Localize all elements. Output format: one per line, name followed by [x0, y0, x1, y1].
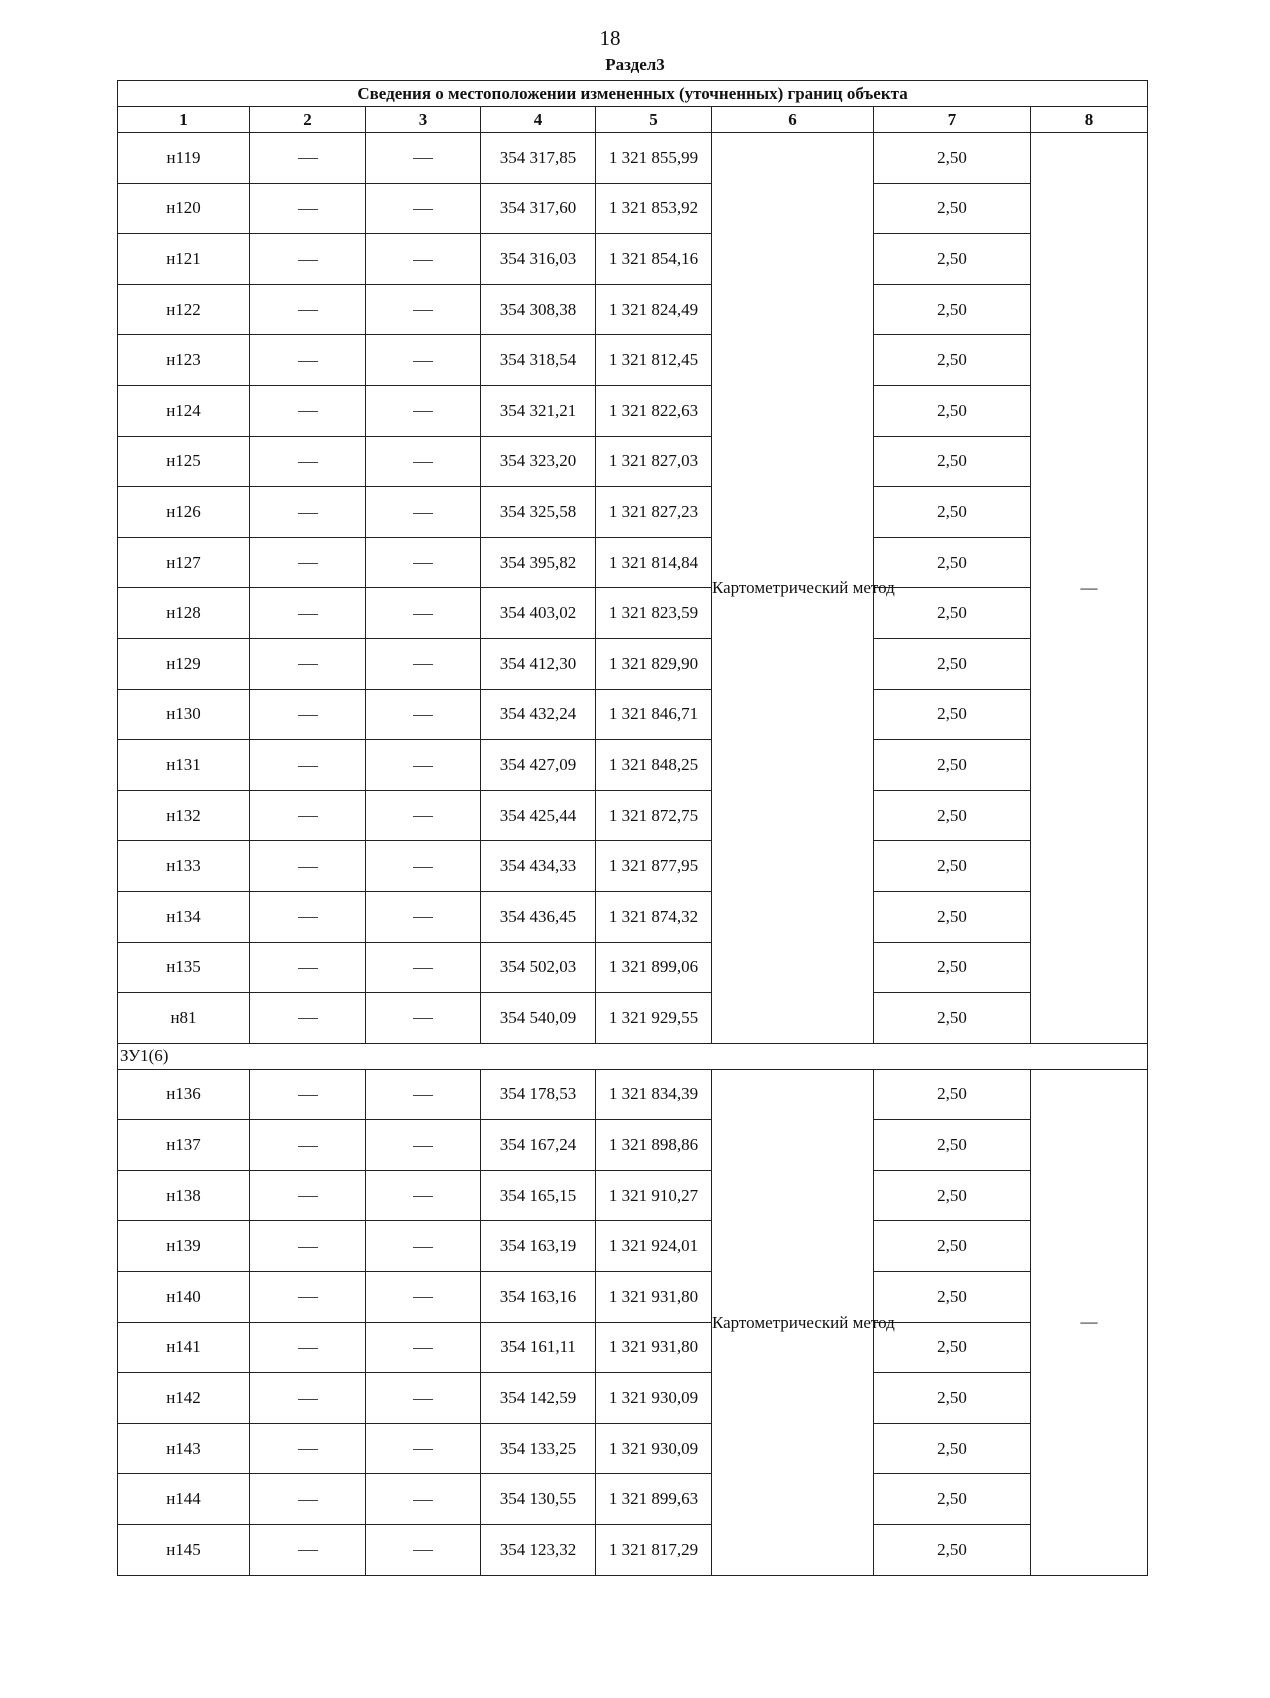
table-row	[118, 993, 1148, 1044]
coordinate-x: 354 425,44	[481, 790, 596, 841]
dash-mark	[298, 209, 318, 210]
empty-cell	[250, 436, 366, 487]
table-row	[118, 638, 1148, 689]
coordinate-x: 354 133,25	[481, 1423, 596, 1474]
empty-cell	[366, 993, 481, 1044]
dash-mark	[413, 158, 433, 159]
empty-cell	[366, 1423, 481, 1474]
coordinate-y: 1 321 929,55	[596, 993, 712, 1044]
method-cell: Картометрический метод	[712, 133, 874, 1044]
point-name: н126	[118, 487, 250, 538]
empty-cell	[366, 1525, 481, 1576]
empty-cell	[366, 284, 481, 335]
dash-mark	[413, 260, 433, 261]
dash-mark	[298, 1297, 318, 1298]
coordinate-y: 1 321 931,80	[596, 1272, 712, 1323]
empty-cell	[250, 993, 366, 1044]
empty-cell	[366, 841, 481, 892]
empty-cell	[366, 537, 481, 588]
dash-mark	[413, 917, 433, 918]
column-8-value: —	[1031, 133, 1148, 1044]
dash-mark	[413, 968, 433, 969]
dash-mark	[298, 1247, 318, 1248]
accuracy-value: 2,50	[874, 133, 1031, 184]
coordinate-y: 1 321 899,63	[596, 1474, 712, 1525]
table-row	[118, 1423, 1148, 1474]
column-number-row	[118, 107, 1148, 133]
point-name: н124	[118, 385, 250, 436]
table-row	[118, 436, 1148, 487]
coordinate-x: 354 325,58	[481, 487, 596, 538]
accuracy-value: 2,50	[874, 993, 1031, 1044]
dash-mark	[413, 310, 433, 311]
table-row	[118, 1373, 1148, 1424]
dash-mark	[413, 563, 433, 564]
dash-mark	[413, 1146, 433, 1147]
empty-cell	[250, 1525, 366, 1576]
empty-cell	[250, 740, 366, 791]
column-number: 5	[596, 107, 712, 133]
accuracy-value: 2,50	[874, 1221, 1031, 1272]
accuracy-value: 2,50	[874, 740, 1031, 791]
coordinate-y: 1 321 822,63	[596, 385, 712, 436]
accuracy-value: 2,50	[874, 1170, 1031, 1221]
point-name: н81	[118, 993, 250, 1044]
table-row	[118, 790, 1148, 841]
empty-cell	[366, 1373, 481, 1424]
empty-cell	[250, 183, 366, 234]
dash-mark	[413, 462, 433, 463]
empty-cell	[366, 588, 481, 639]
column-number: 1	[118, 107, 250, 133]
coordinate-x: 354 502,03	[481, 942, 596, 993]
coordinate-y: 1 321 910,27	[596, 1170, 712, 1221]
empty-cell	[366, 133, 481, 184]
accuracy-value: 2,50	[874, 284, 1031, 335]
table-row	[118, 1120, 1148, 1171]
coordinate-y: 1 321 834,39	[596, 1069, 712, 1120]
empty-cell	[366, 183, 481, 234]
accuracy-value: 2,50	[874, 335, 1031, 386]
table-row	[118, 841, 1148, 892]
dash-mark	[413, 1399, 433, 1400]
coordinate-y: 1 321 924,01	[596, 1221, 712, 1272]
point-name: н119	[118, 133, 250, 184]
coordinate-y: 1 321 855,99	[596, 133, 712, 184]
point-name: н127	[118, 537, 250, 588]
dash-mark	[298, 1550, 318, 1551]
coordinate-x: 354 432,24	[481, 689, 596, 740]
empty-cell	[366, 385, 481, 436]
point-name: н131	[118, 740, 250, 791]
point-name: н136	[118, 1069, 250, 1120]
table-row	[118, 942, 1148, 993]
empty-cell	[366, 1474, 481, 1525]
accuracy-value: 2,50	[874, 487, 1031, 538]
page-number: 18	[599, 26, 621, 50]
coordinate-y: 1 321 874,32	[596, 891, 712, 942]
dash-mark	[298, 361, 318, 362]
empty-cell	[366, 790, 481, 841]
empty-cell	[250, 335, 366, 386]
point-name: н132	[118, 790, 250, 841]
point-name: н133	[118, 841, 250, 892]
accuracy-value: 2,50	[874, 385, 1031, 436]
coordinate-x: 354 308,38	[481, 284, 596, 335]
empty-cell	[366, 891, 481, 942]
coordinate-x: 354 167,24	[481, 1120, 596, 1171]
empty-cell	[250, 1423, 366, 1474]
empty-cell	[250, 638, 366, 689]
empty-cell	[250, 790, 366, 841]
coordinate-x: 354 130,55	[481, 1474, 596, 1525]
column-8-value: —	[1031, 1069, 1148, 1575]
empty-cell	[366, 436, 481, 487]
coordinate-y: 1 321 853,92	[596, 183, 712, 234]
table-row	[118, 588, 1148, 639]
dash-mark	[298, 1196, 318, 1197]
point-name: н140	[118, 1272, 250, 1323]
group-label: ЗУ1(6)	[118, 1043, 1148, 1069]
empty-cell	[250, 284, 366, 335]
empty-cell	[250, 1120, 366, 1171]
dash-mark	[413, 1348, 433, 1349]
point-name: н137	[118, 1120, 250, 1171]
accuracy-value: 2,50	[874, 689, 1031, 740]
coordinate-x: 354 540,09	[481, 993, 596, 1044]
coordinate-y: 1 321 824,49	[596, 284, 712, 335]
empty-cell	[366, 689, 481, 740]
empty-cell	[250, 841, 366, 892]
empty-cell	[366, 740, 481, 791]
table-row	[118, 1170, 1148, 1221]
dash-mark	[298, 1449, 318, 1450]
table-row	[118, 183, 1148, 234]
accuracy-value: 2,50	[874, 942, 1031, 993]
dash-mark	[298, 1095, 318, 1096]
point-name: н121	[118, 234, 250, 285]
accuracy-value: 2,50	[874, 1525, 1031, 1576]
table-row	[118, 740, 1148, 791]
coordinate-y: 1 321 812,45	[596, 335, 712, 386]
table-row	[118, 385, 1148, 436]
dash-mark	[298, 1018, 318, 1019]
accuracy-value: 2,50	[874, 1474, 1031, 1525]
coordinates-table	[117, 80, 1148, 1576]
empty-cell	[366, 1069, 481, 1120]
empty-cell	[366, 1120, 481, 1171]
accuracy-value: 2,50	[874, 183, 1031, 234]
table-row	[118, 1474, 1148, 1525]
coordinate-x: 354 321,21	[481, 385, 596, 436]
accuracy-value: 2,50	[874, 891, 1031, 942]
coordinate-x: 354 317,60	[481, 183, 596, 234]
accuracy-value: 2,50	[874, 588, 1031, 639]
point-name: н120	[118, 183, 250, 234]
table-row	[118, 335, 1148, 386]
column-number: 6	[712, 107, 874, 133]
table-row	[118, 1221, 1148, 1272]
accuracy-value: 2,50	[874, 1373, 1031, 1424]
dash-mark	[413, 1550, 433, 1551]
coordinate-x: 354 316,03	[481, 234, 596, 285]
table-row	[118, 891, 1148, 942]
table-row	[118, 284, 1148, 335]
section-title: Раздел3	[605, 55, 665, 74]
empty-cell	[366, 638, 481, 689]
empty-cell	[250, 1373, 366, 1424]
empty-cell	[250, 537, 366, 588]
empty-cell	[250, 1170, 366, 1221]
coordinate-x: 354 412,30	[481, 638, 596, 689]
coordinate-x: 354 436,45	[481, 891, 596, 942]
dash-mark	[413, 1018, 433, 1019]
coordinate-y: 1 321 899,06	[596, 942, 712, 993]
empty-cell	[250, 1474, 366, 1525]
dash-mark	[298, 563, 318, 564]
dash-mark	[298, 867, 318, 868]
coordinate-y: 1 321 877,95	[596, 841, 712, 892]
empty-cell	[250, 1069, 366, 1120]
coordinate-x: 354 317,85	[481, 133, 596, 184]
dash-mark	[413, 1297, 433, 1298]
dash-mark	[298, 968, 318, 969]
coordinate-x: 354 165,15	[481, 1170, 596, 1221]
dash-mark	[298, 1348, 318, 1349]
dash-mark	[413, 361, 433, 362]
accuracy-value: 2,50	[874, 234, 1031, 285]
empty-cell	[366, 1170, 481, 1221]
table-row	[118, 1322, 1148, 1373]
point-name: н135	[118, 942, 250, 993]
dash-mark	[413, 411, 433, 412]
empty-cell	[250, 689, 366, 740]
point-name: н134	[118, 891, 250, 942]
accuracy-value: 2,50	[874, 1423, 1031, 1474]
empty-cell	[250, 234, 366, 285]
accuracy-value: 2,50	[874, 1272, 1031, 1323]
coordinate-y: 1 321 854,16	[596, 234, 712, 285]
coordinate-x: 354 434,33	[481, 841, 596, 892]
accuracy-value: 2,50	[874, 436, 1031, 487]
dash-mark	[298, 1399, 318, 1400]
point-name: н143	[118, 1423, 250, 1474]
empty-cell	[366, 1221, 481, 1272]
table-row	[118, 487, 1148, 538]
point-name: н139	[118, 1221, 250, 1272]
point-name: н125	[118, 436, 250, 487]
table-row	[118, 1525, 1148, 1576]
coordinate-x: 354 161,11	[481, 1322, 596, 1373]
table-body	[118, 81, 1148, 1576]
point-name: н144	[118, 1474, 250, 1525]
table-row	[118, 1069, 1148, 1120]
point-name: н145	[118, 1525, 250, 1576]
coordinate-x: 354 123,32	[481, 1525, 596, 1576]
coordinate-x: 354 395,82	[481, 537, 596, 588]
table-row	[118, 133, 1148, 184]
dash-mark	[298, 513, 318, 514]
coordinate-y: 1 321 872,75	[596, 790, 712, 841]
dash-mark	[298, 1146, 318, 1147]
dash-mark	[413, 1500, 433, 1501]
point-name: н122	[118, 284, 250, 335]
column-number: 3	[366, 107, 481, 133]
coordinate-x: 354 427,09	[481, 740, 596, 791]
column-number: 8	[1031, 107, 1148, 133]
accuracy-value: 2,50	[874, 1120, 1031, 1171]
coordinate-y: 1 321 898,86	[596, 1120, 712, 1171]
dash-mark	[413, 816, 433, 817]
empty-cell	[250, 385, 366, 436]
dash-mark	[298, 462, 318, 463]
dash-mark	[298, 816, 318, 817]
point-name: н129	[118, 638, 250, 689]
coordinate-x: 354 163,19	[481, 1221, 596, 1272]
coordinate-y: 1 321 931,80	[596, 1322, 712, 1373]
coordinate-y: 1 321 827,23	[596, 487, 712, 538]
coordinate-x: 354 403,02	[481, 588, 596, 639]
empty-cell	[250, 1221, 366, 1272]
dash-mark	[413, 209, 433, 210]
coordinate-x: 354 323,20	[481, 436, 596, 487]
point-name: н138	[118, 1170, 250, 1221]
dash-mark	[413, 766, 433, 767]
empty-cell	[250, 487, 366, 538]
accuracy-value: 2,50	[874, 1322, 1031, 1373]
accuracy-value: 2,50	[874, 638, 1031, 689]
empty-cell	[366, 335, 481, 386]
empty-cell	[250, 1272, 366, 1323]
dash-mark	[413, 1095, 433, 1096]
dash-mark	[298, 614, 318, 615]
dash-mark	[298, 715, 318, 716]
point-name: н130	[118, 689, 250, 740]
dash-mark	[298, 411, 318, 412]
dash-mark	[413, 1196, 433, 1197]
dash-mark	[413, 1449, 433, 1450]
table-row	[118, 1272, 1148, 1323]
table-caption-row	[118, 81, 1148, 107]
empty-cell	[250, 1322, 366, 1373]
empty-cell	[366, 487, 481, 538]
empty-cell	[366, 1272, 481, 1323]
method-cell: Картометрический метод	[712, 1069, 874, 1575]
dash-mark	[298, 917, 318, 918]
coordinate-y: 1 321 827,03	[596, 436, 712, 487]
empty-cell	[366, 1322, 481, 1373]
column-number: 7	[874, 107, 1031, 133]
column-number: 4	[481, 107, 596, 133]
empty-cell	[366, 942, 481, 993]
accuracy-value: 2,50	[874, 537, 1031, 588]
coordinate-x: 354 163,16	[481, 1272, 596, 1323]
coordinate-y: 1 321 814,84	[596, 537, 712, 588]
empty-cell	[250, 133, 366, 184]
table-row	[118, 234, 1148, 285]
coordinate-x: 354 318,54	[481, 335, 596, 386]
empty-cell	[366, 234, 481, 285]
point-name: н123	[118, 335, 250, 386]
dash-mark	[413, 867, 433, 868]
dash-mark	[298, 766, 318, 767]
table-caption: Сведения о местоположении измененных (уточненных) границ объекта	[118, 81, 1148, 107]
coordinate-x: 354 142,59	[481, 1373, 596, 1424]
empty-cell	[250, 942, 366, 993]
dash-mark	[413, 715, 433, 716]
dash-mark	[413, 614, 433, 615]
coordinate-y: 1 321 829,90	[596, 638, 712, 689]
coordinate-y: 1 321 930,09	[596, 1373, 712, 1424]
dash-mark	[298, 158, 318, 159]
accuracy-value: 2,50	[874, 1069, 1031, 1120]
group-row	[118, 1043, 1148, 1069]
accuracy-value: 2,50	[874, 841, 1031, 892]
empty-cell	[250, 891, 366, 942]
point-name: н142	[118, 1373, 250, 1424]
coordinate-y: 1 321 823,59	[596, 588, 712, 639]
dash-mark	[298, 664, 318, 665]
dash-mark	[413, 664, 433, 665]
empty-cell	[250, 588, 366, 639]
dash-mark	[298, 260, 318, 261]
column-number: 2	[250, 107, 366, 133]
coordinate-y: 1 321 846,71	[596, 689, 712, 740]
dash-mark	[413, 513, 433, 514]
coordinate-y: 1 321 848,25	[596, 740, 712, 791]
table-row	[118, 537, 1148, 588]
dash-mark	[298, 1500, 318, 1501]
coordinate-x: 354 178,53	[481, 1069, 596, 1120]
coordinate-y: 1 321 817,29	[596, 1525, 712, 1576]
point-name: н128	[118, 588, 250, 639]
table-row	[118, 689, 1148, 740]
dash-mark	[298, 310, 318, 311]
coordinate-y: 1 321 930,09	[596, 1423, 712, 1474]
accuracy-value: 2,50	[874, 790, 1031, 841]
dash-mark	[413, 1247, 433, 1248]
point-name: н141	[118, 1322, 250, 1373]
